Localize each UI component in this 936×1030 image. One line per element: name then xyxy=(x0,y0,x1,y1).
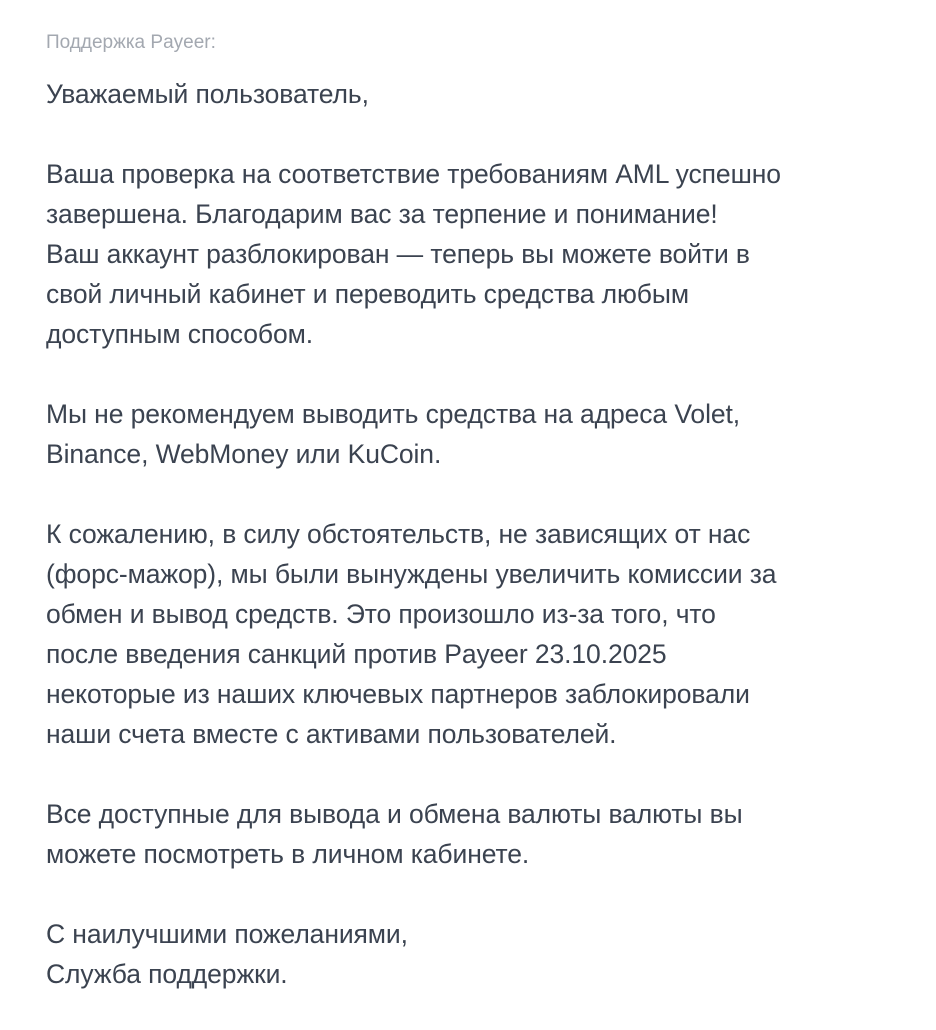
text-line: Все доступные для вывода и обмена валюты валюты вы xyxy=(46,799,743,829)
text-line: доступным способом. xyxy=(46,319,313,349)
sender-label: Поддержка Payeer: xyxy=(46,32,216,53)
signature-line: Служба поддержки. xyxy=(46,959,288,989)
text-line: Ваша проверка на соответствие требованиям AML успешно xyxy=(46,159,781,189)
text-line: после введения санкций против Payeer 23.10.2025 xyxy=(46,639,667,669)
text-line: некоторые из наших ключевых партнеров заблокировали xyxy=(46,679,750,709)
paragraph-fees-notice xyxy=(46,514,890,754)
greeting-line: Уважаемый пользователь, xyxy=(46,79,369,109)
text-line: наши счета вместе с активами пользователей. xyxy=(46,719,617,749)
text-line: (форс-мажор), мы были вынуждены увеличить комиссии за xyxy=(46,559,777,589)
closing-signature xyxy=(46,914,890,994)
text-line: Ваш аккаунт разблокирован — теперь вы можете войти в xyxy=(46,239,750,269)
text-line: обмен и вывод средств. Это произошло из-за того, что xyxy=(46,599,716,629)
text-line: можете посмотреть в личном кабинете. xyxy=(46,839,530,869)
text-line: К сожалению, в силу обстоятельств, не зависящих от нас xyxy=(46,519,751,549)
text-line: завершена. Благодарим вас за терпение и понимание! xyxy=(46,199,718,229)
paragraph-withdrawal-warning xyxy=(46,394,890,474)
closing-line: С наилучшими пожеланиями, xyxy=(46,919,408,949)
paragraph-available-currencies xyxy=(46,794,890,874)
greeting xyxy=(46,74,890,114)
text-line: Мы не рекомендуем выводить средства на адреса Volet, xyxy=(46,399,741,429)
text-line: свой личный кабинет и переводить средства любым xyxy=(46,279,689,309)
text-line: Binance, WebMoney или KuCoin. xyxy=(46,439,442,469)
paragraph-aml-status xyxy=(46,154,890,354)
message-body xyxy=(46,74,890,994)
